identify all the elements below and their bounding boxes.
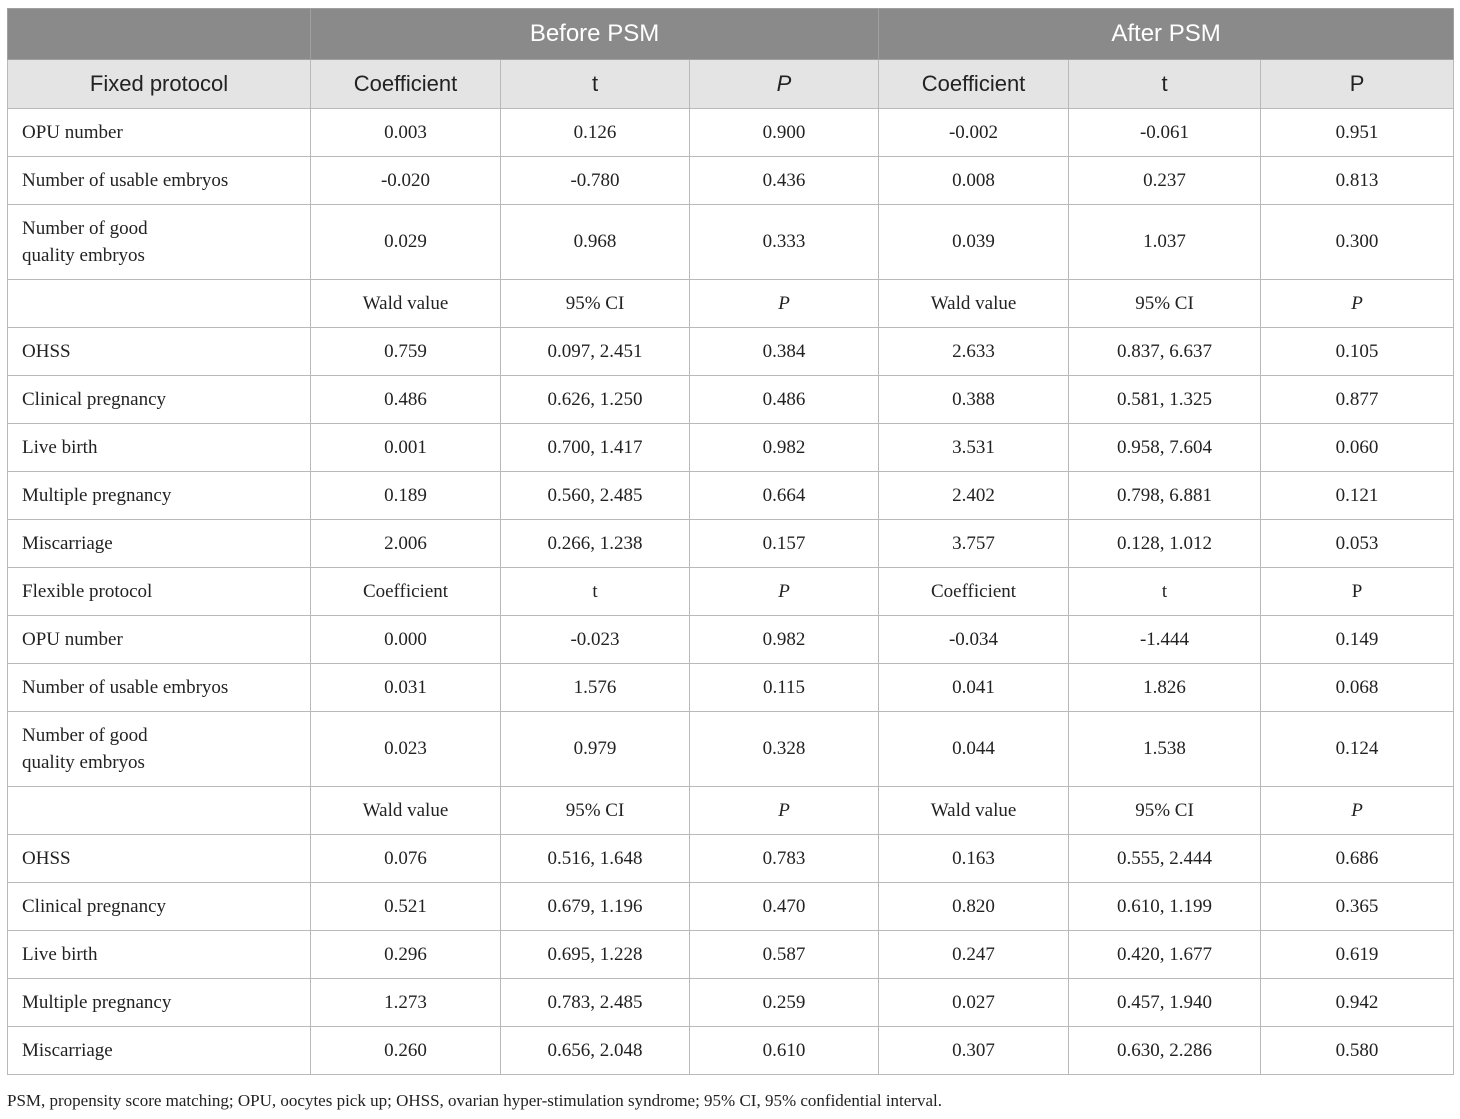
table-cell: 0.470	[690, 883, 879, 931]
table-cell: 0.968	[501, 205, 690, 280]
table-row	[8, 376, 1454, 424]
table-row	[8, 979, 1454, 1027]
table-cell: 0.516, 1.648	[501, 835, 690, 883]
table-cell: 0.580	[1261, 1027, 1454, 1075]
table-cell: 0.008	[879, 157, 1069, 205]
column-header-p: P	[690, 60, 879, 109]
table-cell: -1.444	[1069, 616, 1261, 664]
table-row	[8, 157, 1454, 205]
table-cell: 0.126	[501, 109, 690, 157]
table-cell: 0.587	[690, 931, 879, 979]
table-cell: -0.002	[879, 109, 1069, 157]
table-body	[8, 109, 1454, 1075]
table-cell: 0.979	[501, 712, 690, 787]
row-label	[8, 280, 311, 328]
table-cell: 0.031	[311, 664, 501, 712]
table-cell: 0.097, 2.451	[501, 328, 690, 376]
table-cell: 0.053	[1261, 520, 1454, 568]
table-cell: 95% CI	[1069, 787, 1261, 835]
column-header-t: t	[501, 60, 690, 109]
table-cell: 0.105	[1261, 328, 1454, 376]
table-cell: 0.626, 1.250	[501, 376, 690, 424]
table-cell: 0.027	[879, 979, 1069, 1027]
table-cell: 3.757	[879, 520, 1069, 568]
table-row	[8, 1027, 1454, 1075]
row-label: OPU number	[8, 109, 311, 157]
table-cell: 0.060	[1261, 424, 1454, 472]
table-cell: 0.149	[1261, 616, 1454, 664]
table-row	[8, 205, 1454, 280]
table-cell: 0.000	[311, 616, 501, 664]
table-row	[8, 883, 1454, 931]
table-cell: 0.041	[879, 664, 1069, 712]
row-label: Multiple pregnancy	[8, 979, 311, 1027]
table-cell: 0.486	[311, 376, 501, 424]
table-cell: 0.798, 6.881	[1069, 472, 1261, 520]
table-cell: 0.388	[879, 376, 1069, 424]
row-label: Live birth	[8, 424, 311, 472]
table-cell: 0.457, 1.940	[1069, 979, 1261, 1027]
table-cell: P	[1261, 280, 1454, 328]
table-cell: -0.023	[501, 616, 690, 664]
table-cell: 0.619	[1261, 931, 1454, 979]
table-cell: 0.630, 2.286	[1069, 1027, 1261, 1075]
column-header-p: P	[1261, 60, 1454, 109]
table-cell: 0.679, 1.196	[501, 883, 690, 931]
row-label: OPU number	[8, 616, 311, 664]
group-header-before-psm: Before PSM	[311, 9, 879, 60]
table-cell: P	[1261, 787, 1454, 835]
table-cell: 0.189	[311, 472, 501, 520]
table-cell: 0.759	[311, 328, 501, 376]
table-cell: 0.686	[1261, 835, 1454, 883]
table-row	[8, 424, 1454, 472]
table-cell: 0.695, 1.228	[501, 931, 690, 979]
table-cell: -0.780	[501, 157, 690, 205]
table-cell: 0.365	[1261, 883, 1454, 931]
table-cell: 95% CI	[501, 280, 690, 328]
table-cell: 0.900	[690, 109, 879, 157]
results-table	[7, 8, 1454, 1075]
table-cell: 0.029	[311, 205, 501, 280]
row-label: Number of usable embryos	[8, 157, 311, 205]
table-cell: 0.115	[690, 664, 879, 712]
table-cell: 0.521	[311, 883, 501, 931]
row-label: OHSS	[8, 328, 311, 376]
table-cell: 1.037	[1069, 205, 1261, 280]
table-cell: 0.486	[690, 376, 879, 424]
table-row	[8, 664, 1454, 712]
row-label: OHSS	[8, 835, 311, 883]
table-cell: 0.076	[311, 835, 501, 883]
table-cell: 95% CI	[501, 787, 690, 835]
table-row	[8, 280, 1454, 328]
table-cell: 0.300	[1261, 205, 1454, 280]
table-cell: 0.124	[1261, 712, 1454, 787]
table-cell: 0.157	[690, 520, 879, 568]
table-row	[8, 616, 1454, 664]
table-cell: 0.942	[1261, 979, 1454, 1027]
row-label: Clinical pregnancy	[8, 376, 311, 424]
table-row	[8, 520, 1454, 568]
table-cell: 95% CI	[1069, 280, 1261, 328]
group-header-blank	[8, 9, 311, 60]
table-cell: 0.266, 1.238	[501, 520, 690, 568]
table-cell: Coefficient	[879, 568, 1069, 616]
table-cell: 0.436	[690, 157, 879, 205]
table-row	[8, 712, 1454, 787]
table-row	[8, 109, 1454, 157]
table-cell: 0.068	[1261, 664, 1454, 712]
table-cell: Wald value	[879, 787, 1069, 835]
table-cell: 0.951	[1261, 109, 1454, 157]
table-cell: 0.044	[879, 712, 1069, 787]
table-cell: 0.555, 2.444	[1069, 835, 1261, 883]
group-header-row	[8, 9, 1454, 60]
table-cell: t	[1069, 568, 1261, 616]
table-row	[8, 568, 1454, 616]
group-header-after-psm: After PSM	[879, 9, 1454, 60]
row-label: Clinical pregnancy	[8, 883, 311, 931]
table-cell: t	[501, 568, 690, 616]
table-cell: P	[690, 787, 879, 835]
table-cell: 0.982	[690, 424, 879, 472]
table-cell: 0.664	[690, 472, 879, 520]
table-cell: 0.958, 7.604	[1069, 424, 1261, 472]
table-cell: 0.307	[879, 1027, 1069, 1075]
table-cell: 1.538	[1069, 712, 1261, 787]
table-cell: 0.560, 2.485	[501, 472, 690, 520]
row-label: Number of usable embryos	[8, 664, 311, 712]
column-header-protocol: Fixed protocol	[8, 60, 311, 109]
table-cell: Wald value	[879, 280, 1069, 328]
table-cell: Wald value	[311, 787, 501, 835]
table-cell: 0.163	[879, 835, 1069, 883]
column-header-coefficient: Coefficient	[879, 60, 1069, 109]
table-cell: 0.813	[1261, 157, 1454, 205]
column-header-t: t	[1069, 60, 1261, 109]
table-cell: 0.610, 1.199	[1069, 883, 1261, 931]
table-cell: P	[1261, 568, 1454, 616]
table-cell: 0.247	[879, 931, 1069, 979]
table-cell: 0.001	[311, 424, 501, 472]
table-cell: P	[690, 280, 879, 328]
table-cell: 0.820	[879, 883, 1069, 931]
table-cell: -0.020	[311, 157, 501, 205]
table-row	[8, 472, 1454, 520]
row-label: Miscarriage	[8, 1027, 311, 1075]
table-cell: 0.656, 2.048	[501, 1027, 690, 1075]
table-cell: 2.402	[879, 472, 1069, 520]
table-cell: P	[690, 568, 879, 616]
table-cell: 0.237	[1069, 157, 1261, 205]
table-cell: 0.039	[879, 205, 1069, 280]
table-cell: -0.061	[1069, 109, 1261, 157]
column-header-coefficient: Coefficient	[311, 60, 501, 109]
table-row	[8, 835, 1454, 883]
table-cell: 3.531	[879, 424, 1069, 472]
row-label: Live birth	[8, 931, 311, 979]
table-cell: 0.333	[690, 205, 879, 280]
table-cell: 0.128, 1.012	[1069, 520, 1261, 568]
table-cell: 0.700, 1.417	[501, 424, 690, 472]
row-label: Multiple pregnancy	[8, 472, 311, 520]
table-cell: 0.837, 6.637	[1069, 328, 1261, 376]
table-cell: 0.003	[311, 109, 501, 157]
table-cell: 1.576	[501, 664, 690, 712]
table-cell: 0.260	[311, 1027, 501, 1075]
row-label	[8, 787, 311, 835]
table-cell: 2.006	[311, 520, 501, 568]
row-label: Flexible protocol	[8, 568, 311, 616]
table-cell: 0.877	[1261, 376, 1454, 424]
table-footnote: PSM, propensity score matching; OPU, oocytes pick up; OHSS, ovarian hyper-stimulation syndrome; 95% CI, 95% confidential interval.	[7, 1091, 942, 1110]
table-cell: 0.610	[690, 1027, 879, 1075]
table-cell: 1.826	[1069, 664, 1261, 712]
table-cell: 0.982	[690, 616, 879, 664]
table-cell: Wald value	[311, 280, 501, 328]
column-header-row	[8, 60, 1454, 109]
table-cell: 2.633	[879, 328, 1069, 376]
table-cell: 0.121	[1261, 472, 1454, 520]
table-cell: -0.034	[879, 616, 1069, 664]
table-row	[8, 328, 1454, 376]
table-cell: Coefficient	[311, 568, 501, 616]
table-cell: 0.384	[690, 328, 879, 376]
table-cell: 1.273	[311, 979, 501, 1027]
table-cell: 0.023	[311, 712, 501, 787]
table-row	[8, 787, 1454, 835]
table-cell: 0.259	[690, 979, 879, 1027]
row-label: Number of good quality embryos	[8, 205, 311, 280]
table-cell: 0.296	[311, 931, 501, 979]
table-cell: 0.581, 1.325	[1069, 376, 1261, 424]
row-label: Number of good quality embryos	[8, 712, 311, 787]
table-row	[8, 931, 1454, 979]
table-cell: 0.783, 2.485	[501, 979, 690, 1027]
table-cell: 0.420, 1.677	[1069, 931, 1261, 979]
table-cell: 0.328	[690, 712, 879, 787]
table-cell: 0.783	[690, 835, 879, 883]
row-label: Miscarriage	[8, 520, 311, 568]
